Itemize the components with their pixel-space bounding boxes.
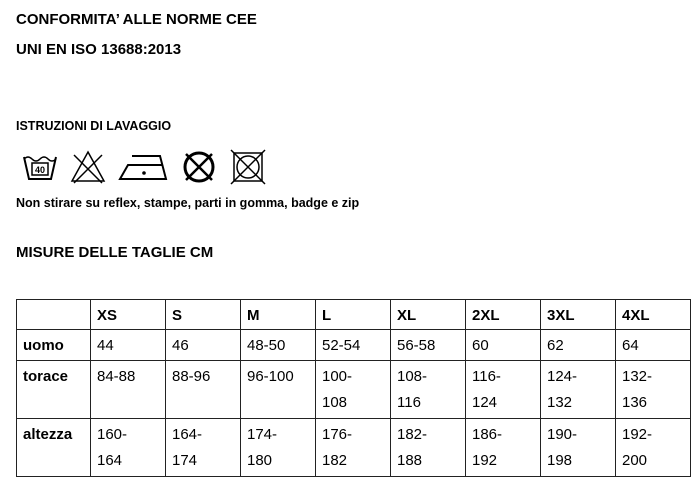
col-header: L	[316, 300, 391, 330]
cell: 182- 188	[391, 419, 466, 477]
col-header: 3XL	[541, 300, 616, 330]
row-label: torace	[17, 361, 91, 419]
washing-title: ISTRUZIONI DI LAVAGGIO	[16, 119, 172, 133]
table-row	[17, 361, 691, 419]
no-tumble-dry-icon	[230, 149, 266, 185]
wash-temp: 40	[34, 165, 46, 175]
size-table	[16, 299, 691, 477]
cell: 100- 108	[316, 361, 391, 419]
no-dry-clean-icon	[180, 148, 218, 186]
cell: 132- 136	[616, 361, 691, 419]
cell: 190- 198	[541, 419, 616, 477]
conformity-heading: CONFORMITA’ ALLE NORME CEE	[16, 11, 257, 28]
col-header: XL	[391, 300, 466, 330]
table-header-row	[17, 300, 691, 330]
wash-40-icon	[22, 151, 58, 183]
cell: 108- 116	[391, 361, 466, 419]
cell: 88-96	[166, 361, 241, 419]
cell: 60	[466, 330, 541, 361]
cell: 84-88	[91, 361, 166, 419]
washing-note: Non stirare su reflex, stampe, parti in gomma, badge e zip	[16, 196, 360, 210]
cell: 192- 200	[616, 419, 691, 477]
cell: 124- 132	[541, 361, 616, 419]
cell: 176- 182	[316, 419, 391, 477]
table-row	[17, 330, 691, 361]
cell: 116- 124	[466, 361, 541, 419]
row-label: altezza	[17, 419, 91, 477]
cell: 160- 164	[91, 419, 166, 477]
no-bleach-icon	[70, 149, 106, 185]
cell: 44	[91, 330, 166, 361]
cell: 96-100	[241, 361, 316, 419]
col-header: S	[166, 300, 241, 330]
table-row	[17, 419, 691, 477]
cell: 64	[616, 330, 691, 361]
standard-heading: UNI EN ISO 13688:2013	[16, 41, 182, 58]
no-iron-icon	[118, 151, 168, 183]
cell: 62	[541, 330, 616, 361]
col-header: M	[241, 300, 316, 330]
col-header: 2XL	[466, 300, 541, 330]
cell: 186- 192	[466, 419, 541, 477]
cell: 48-50	[241, 330, 316, 361]
corner-cell	[17, 300, 91, 330]
col-header: XS	[91, 300, 166, 330]
cell: 46	[166, 330, 241, 361]
row-label: uomo	[17, 330, 91, 361]
cell: 164- 174	[166, 419, 241, 477]
cell: 56-58	[391, 330, 466, 361]
care-symbols	[22, 148, 266, 186]
cell: 52-54	[316, 330, 391, 361]
sizes-title: MISURE DELLE TAGLIE CM	[16, 244, 214, 261]
col-header: 4XL	[616, 300, 691, 330]
cell: 174- 180	[241, 419, 316, 477]
